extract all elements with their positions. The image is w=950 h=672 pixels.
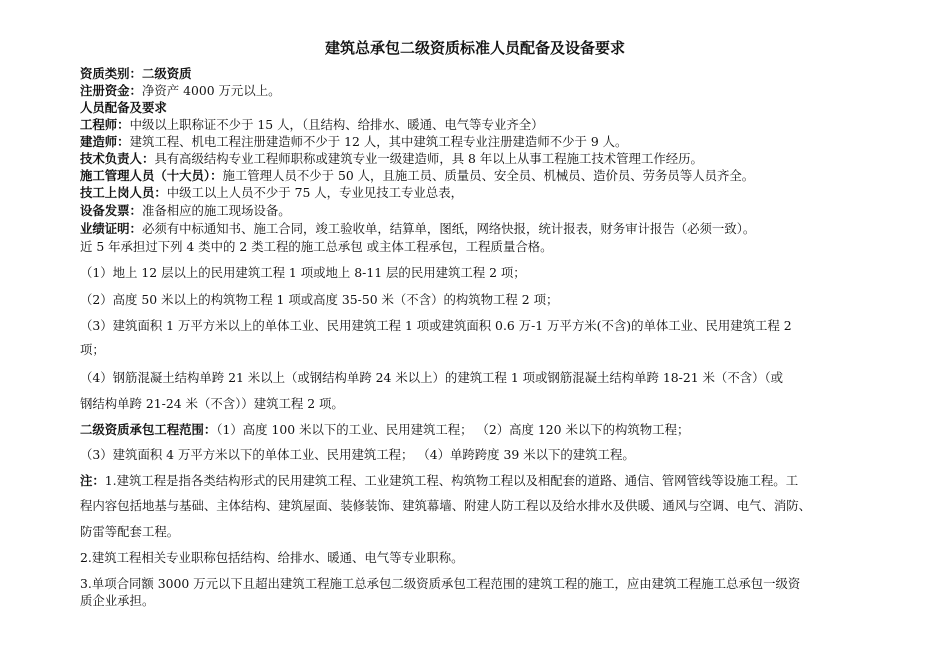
- engineers-label: 工程师：: [80, 117, 130, 132]
- technicians-label: 技工上岗人员：: [80, 185, 167, 200]
- note-3-line-2: 质企业承担。: [80, 593, 155, 608]
- constructors-label: 建造师：: [80, 134, 130, 149]
- note-1-line-2: 程内容包括地基与基础、主体结构、建筑屋面、装修装饰、建筑幕墙、附建人防工程以及给水排水及供暖、通风与空调、电气、消防、: [80, 498, 812, 513]
- note-3-line-1: 3.单项合同额 3000 万元以下且超出建筑工程施工总承包二级资质承包工程范围的建筑工程的施工，应由建筑工程施工总承包一级资: [80, 576, 801, 591]
- qualification-type-label: 资质类别：: [80, 66, 142, 81]
- equipment-label: 设备发票：: [80, 203, 142, 218]
- note-2: 2.建筑工程相关专业职称包括结构、给排水、暖通、电气等专业职称。: [80, 550, 464, 565]
- notes-label: 注：: [80, 473, 105, 488]
- recent-requirement-line: 近 5 年承担过下列 4 类中的 2 类工程的施工总承包 或主体工程承包，工程质量合格。: [80, 239, 553, 254]
- technicians-value: 中级工以上人员不少于 75 人，专业见技工专业总表，: [166, 185, 463, 200]
- scope-line-1-text: （1）高度 100 米以下的工业、民用建筑工程； （2）高度 120 米以下的构筑物工程；: [216, 422, 690, 437]
- performance-line: [80, 221, 870, 237]
- performance-value: 必须有中标通知书、施工合同，竣工验收单，结算单，图纸，网络快报，统计报表，财务审计报告（必须一致）。: [141, 221, 756, 236]
- engineers-value: 中级以上职称证不少于 15 人，（且结构、给排水、暖通、电气等专业齐全）: [129, 117, 544, 132]
- note-1-line-1: [80, 473, 870, 489]
- technical-lead-line: [80, 151, 870, 167]
- document-title: 建筑总承包二级资质标准人员配备及设备要求: [324, 39, 625, 57]
- construction-managers-line: [80, 168, 870, 184]
- equipment-value: 准备相应的施工现场设备。: [141, 203, 291, 218]
- item-4-cont: 钢结构单跨 21-24 米（不含））建筑工程 2 项。: [80, 396, 344, 411]
- construction-managers-label: 施工管理人员（十大员）：: [80, 168, 223, 183]
- scope-line-1: [80, 422, 870, 438]
- technical-lead-label: 技术负责人：: [80, 151, 155, 166]
- qualification-type-line: [80, 66, 870, 82]
- scope-line-2: （3）建筑面积 4 万平方米以下的单体工业、民用建筑工程； （4）单跨跨度 39 米以下的建筑工程。: [80, 447, 635, 462]
- item-1: （1）地上 12 层以上的民用建筑工程 1 项或地上 8-11 层的民用建筑工程 2 项；: [80, 265, 526, 280]
- technical-lead-value: 具有高级结构专业工程师职称或建筑专业一级建造师，具 8 年以上从事工程施工技术管理工作经历。: [154, 151, 703, 166]
- equipment-line: [80, 203, 870, 219]
- note-1-line-1-text: 1.建筑工程是指各类结构形式的民用建筑工程、工业建筑工程、构筑物工程以及相配套的道路、通信、管网管线等设施工程。工: [104, 473, 799, 488]
- constructors-value: 建筑工程、机电工程注册建造师不少于 12 人，其中建筑工程专业注册建造师不少于 9 人。: [129, 134, 628, 149]
- item-4: （4）钢筋混凝土结构单跨 21 米以上（或钢结构单跨 24 米以上）的建筑工程 1 项或钢筋混凝土结构单跨 18-21 米（不含）（或: [80, 370, 784, 385]
- item-3-cont: 项；: [80, 342, 105, 357]
- technicians-line: [80, 185, 870, 201]
- performance-label: 业绩证明：: [80, 221, 142, 236]
- note-1-line-3: 防雷等配套工程。: [80, 524, 180, 539]
- scope-label: 二级资质承包工程范围：: [80, 422, 217, 437]
- registered-capital-line: [80, 83, 870, 99]
- personnel-heading: 人员配备及要求: [80, 100, 167, 115]
- registered-capital-label: 注册资金：: [80, 83, 142, 98]
- engineers-line: [80, 117, 870, 133]
- construction-managers-value: 施工管理人员不少于 50 人，且施工员、质量员、安全员、机械员、造价员、劳务员等人员齐全。: [222, 168, 755, 183]
- qualification-type-value: 二级资质: [141, 66, 192, 81]
- registered-capital-value: 净资产 4000 万元以上。: [141, 83, 281, 98]
- constructors-line: [80, 134, 870, 150]
- item-2: （2）高度 50 米以上的构筑物工程 1 项或高度 35-50 米（不含）的构筑物工程 2 项；: [80, 292, 559, 307]
- item-3: （3）建筑面积 1 万平方米以上的单体工业、民用建筑工程 1 项或建筑面积 0.6 万-1 万平方米(不含)的单体工业、民用建筑工程 2: [80, 318, 792, 333]
